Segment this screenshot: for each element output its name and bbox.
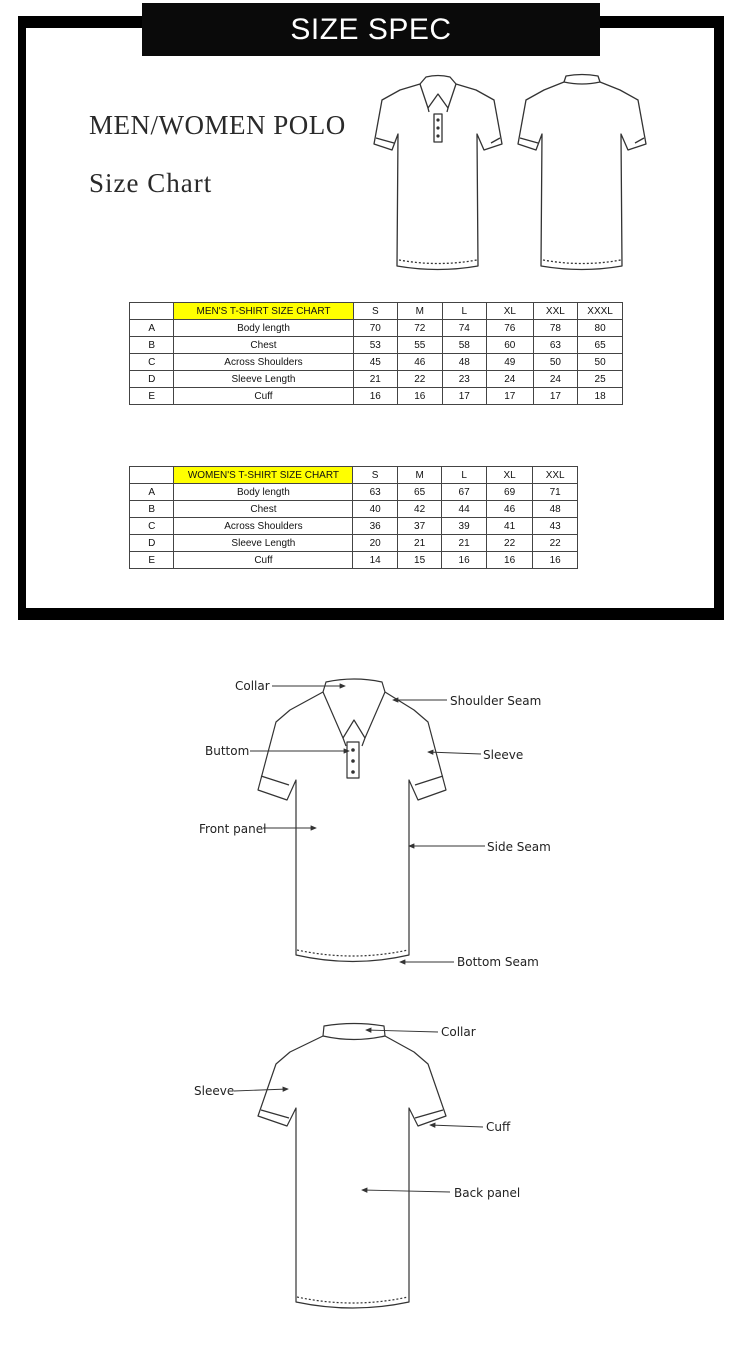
table-cell: 43 xyxy=(533,518,578,535)
table-cell: 21 xyxy=(353,371,398,388)
table-cell: 60 xyxy=(487,337,534,354)
size-header: M xyxy=(398,303,443,320)
table-cell: 22 xyxy=(398,371,443,388)
table-cell: 65 xyxy=(578,337,623,354)
table-cell: 16 xyxy=(398,388,443,405)
table-cell: 14 xyxy=(353,552,397,569)
table-cell: 45 xyxy=(353,354,398,371)
size-header: S xyxy=(353,467,397,484)
table-cell: 44 xyxy=(442,501,486,518)
table-cell: 17 xyxy=(442,388,487,405)
size-header: XXL xyxy=(533,467,578,484)
table-cell: 23 xyxy=(442,371,487,388)
table-cell: 17 xyxy=(533,388,578,405)
size-header: XXXL xyxy=(578,303,623,320)
table-cell: 74 xyxy=(442,320,487,337)
table-cell: 24 xyxy=(533,371,578,388)
womens-chart-title: WOMEN'S T-SHIRT SIZE CHART xyxy=(174,467,353,484)
size-header: L xyxy=(442,303,487,320)
table-cell: 36 xyxy=(353,518,397,535)
size-header: XL xyxy=(486,467,532,484)
table-cell: 48 xyxy=(533,501,578,518)
table-cell: 39 xyxy=(442,518,486,535)
mens-chart-title: MEN'S T-SHIRT SIZE CHART xyxy=(174,303,353,320)
table-cell: 69 xyxy=(486,484,532,501)
table-cell: 22 xyxy=(486,535,532,552)
label-sleeve-front: Sleeve xyxy=(483,748,524,762)
table-cell: 16 xyxy=(353,388,398,405)
table-cell: 53 xyxy=(353,337,398,354)
table-cell: 37 xyxy=(397,518,441,535)
row-code: D xyxy=(130,371,174,388)
table-cell: 46 xyxy=(398,354,443,371)
label-side-seam: Side Seam xyxy=(487,840,551,854)
size-spec-banner: SIZE SPEC xyxy=(142,3,600,56)
label-back-panel: Back panel xyxy=(454,1186,521,1200)
row-code: E xyxy=(130,388,174,405)
row-name: Chest xyxy=(174,337,353,354)
table-cell: 71 xyxy=(533,484,578,501)
table-cell: 65 xyxy=(397,484,441,501)
label-collar-back: Collar xyxy=(441,1025,476,1039)
size-header: XXL xyxy=(533,303,578,320)
size-header: L xyxy=(442,467,486,484)
row-code: A xyxy=(130,320,174,337)
size-chart-subtitle: Size Chart xyxy=(89,168,213,198)
row-name: Across Shoulders xyxy=(174,354,353,371)
table-cell: 22 xyxy=(533,535,578,552)
product-title: MEN/WOMEN POLO xyxy=(89,110,346,140)
table-cell: 16 xyxy=(486,552,532,569)
table-cell: 21 xyxy=(397,535,441,552)
row-name: Body length xyxy=(174,484,353,501)
table-cell: 63 xyxy=(353,484,397,501)
label-sleeve-back: Sleeve xyxy=(194,1084,235,1098)
row-code: B xyxy=(130,501,174,518)
table-cell: 76 xyxy=(487,320,534,337)
table-cell: 70 xyxy=(353,320,398,337)
row-code: A xyxy=(130,484,174,501)
table-cell: 67 xyxy=(442,484,486,501)
table-cell: 41 xyxy=(486,518,532,535)
table-cell: 17 xyxy=(487,388,534,405)
row-code: C xyxy=(130,354,174,371)
label-buttom: Buttom xyxy=(205,744,250,758)
row-code: C xyxy=(130,518,174,535)
table-cell: 48 xyxy=(442,354,487,371)
row-name: Sleeve Length xyxy=(174,535,353,552)
row-name: Body length xyxy=(174,320,353,337)
label-shoulder-seam: Shoulder Seam xyxy=(450,694,542,708)
table-cell: 72 xyxy=(398,320,443,337)
table-cell: 78 xyxy=(533,320,578,337)
row-code: D xyxy=(130,535,174,552)
size-header: M xyxy=(397,467,441,484)
row-name: Sleeve Length xyxy=(174,371,353,388)
table-cell: 40 xyxy=(353,501,397,518)
table-cell: 80 xyxy=(578,320,623,337)
label-collar-front: Collar xyxy=(235,679,270,693)
table-cell: 24 xyxy=(487,371,534,388)
table-cell: 16 xyxy=(442,552,486,569)
label-cuff: Cuff xyxy=(486,1120,511,1134)
row-name: Across Shoulders xyxy=(174,518,353,535)
row-name: Cuff xyxy=(174,388,353,405)
polo-back-diagram xyxy=(258,1024,446,1309)
table-cell: 16 xyxy=(533,552,578,569)
table-cell: 55 xyxy=(398,337,443,354)
row-code: E xyxy=(130,552,174,569)
table-cell: 58 xyxy=(442,337,487,354)
table-cell: 50 xyxy=(533,354,578,371)
table-cell: 25 xyxy=(578,371,623,388)
table-cell: 63 xyxy=(533,337,578,354)
table-cell: 21 xyxy=(442,535,486,552)
table-cell: 18 xyxy=(578,388,623,405)
row-name: Chest xyxy=(174,501,353,518)
table-cell: 20 xyxy=(353,535,397,552)
row-code: B xyxy=(130,337,174,354)
label-front-panel: Front panel xyxy=(199,822,267,836)
table-cell: 49 xyxy=(487,354,534,371)
table-cell: 50 xyxy=(578,354,623,371)
size-header: S xyxy=(353,303,398,320)
label-bottom-seam: Bottom Seam xyxy=(457,955,539,969)
table-cell: 42 xyxy=(397,501,441,518)
table-cell: 46 xyxy=(486,501,532,518)
table-cell: 15 xyxy=(397,552,441,569)
polo-front-diagram xyxy=(258,679,446,962)
size-header: XL xyxy=(487,303,534,320)
row-name: Cuff xyxy=(174,552,353,569)
